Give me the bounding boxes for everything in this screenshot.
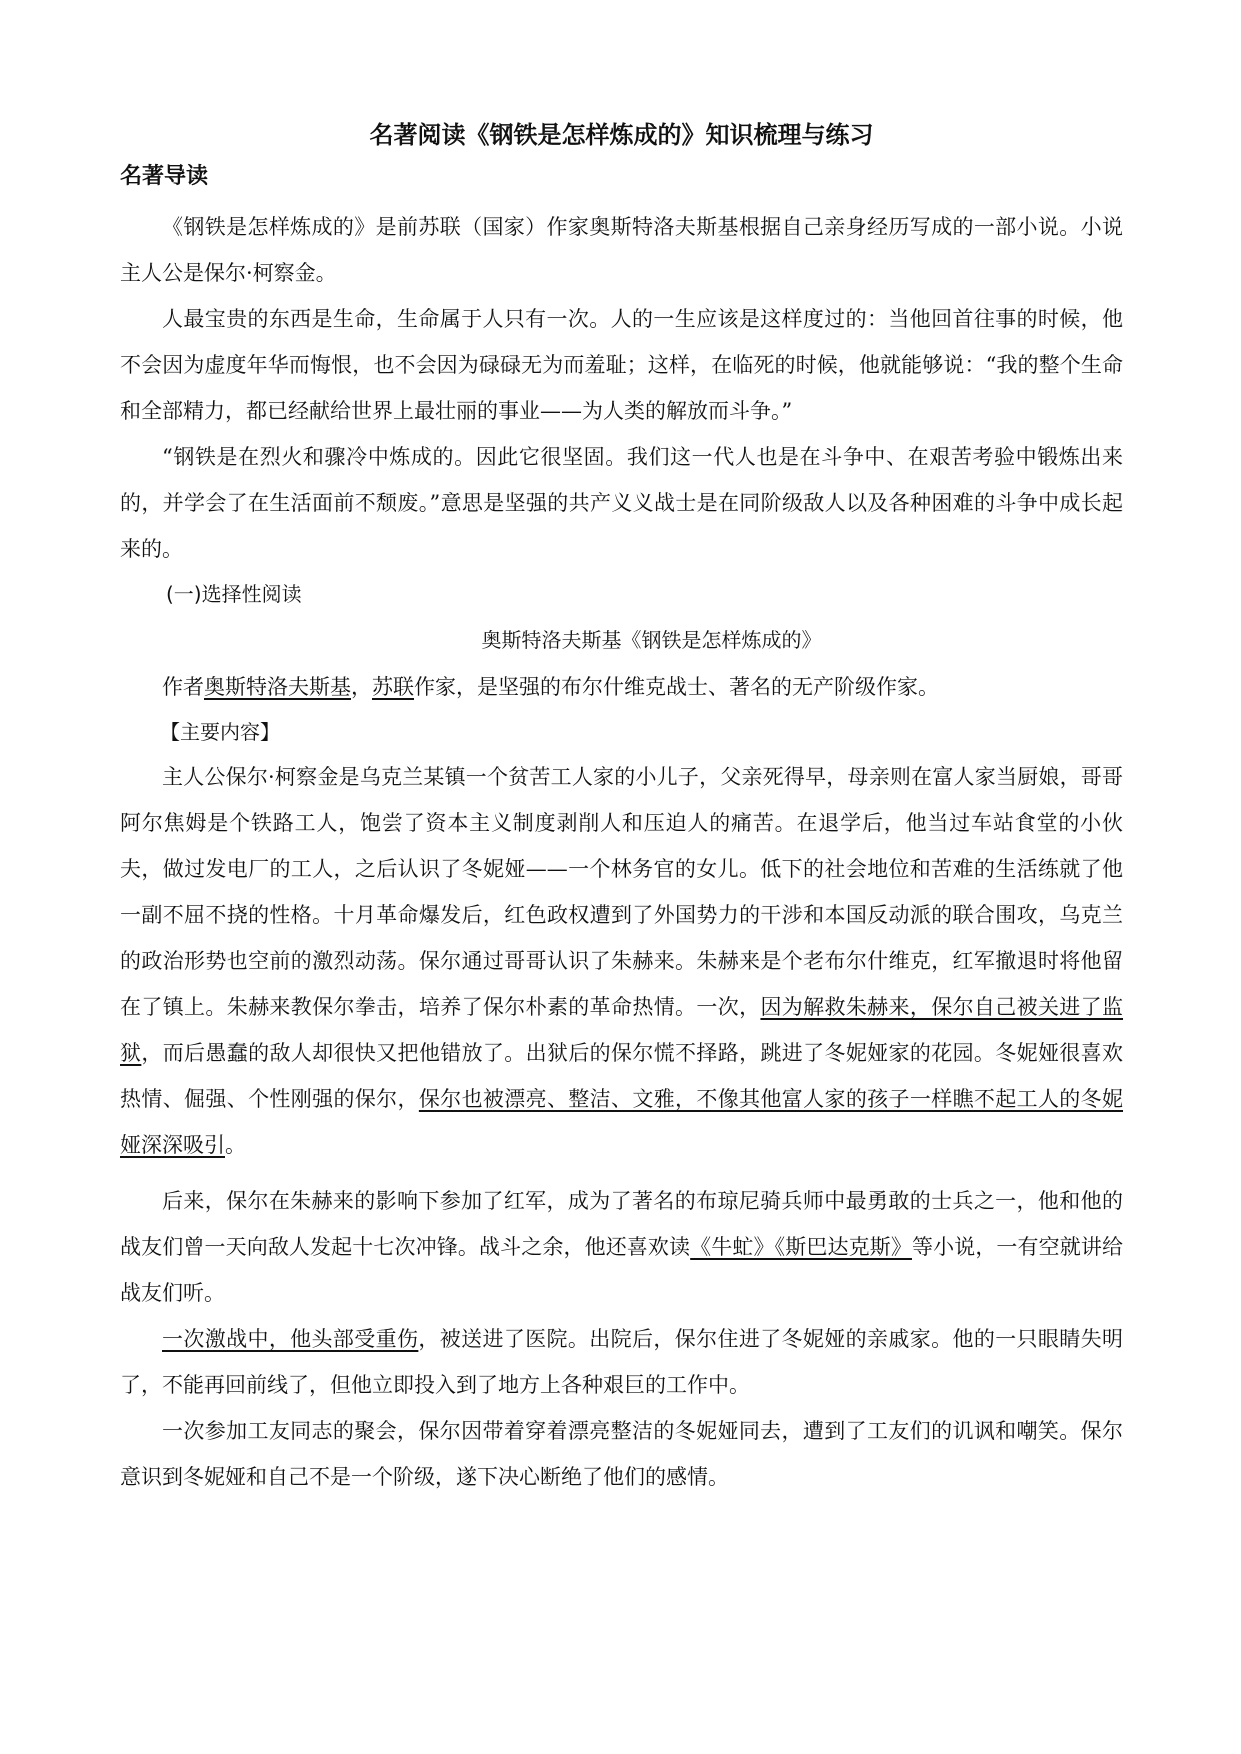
content-p1-text1: 主人公保尔·柯察金是乌克兰某镇一个贫苦工人家的小儿子，父亲死得早，母亲则在富人家当厨娘，哥哥阿尔焦姆是个铁路工人，饱尝了资本主义制度剥削人和压迫人的痛苦。在退学后，他当过车站食堂的小伙夫，做过发电厂的工人，之后认识了冬妮娅——一个林务官的女儿。低下的社会地位和苦难的生活练就了他一副不屈不挠的性格。十月革命爆发后，红色政权遭到了外国势力的干涉和本国反动派的联合围攻，乌克兰的政治形势也空前的激烈动荡。保尔通过哥哥认识了朱赫来。朱赫来是个老布尔什维克，红军撤退时将他留在了镇上。朱赫来教保尔拳击，培养了保尔朴素的革命热情。一次， [120,765,1123,1019]
selective-reading-label: (一)选择性阅读 [166,582,302,606]
content-p1-underline2: 保尔也被漂亮、整洁、文雅，不像其他富人家的孩子一样瞧不起工人的冬妮娅深深吸引 [120,1087,1124,1157]
author-line [120,664,1123,710]
content-p1-text3: 。 [225,1133,246,1157]
author-country: 苏联 [372,675,414,699]
content-p2-text1: 后来，保尔在朱赫来的影响下参加了红军，成为了著名的布琼尼骑兵师中最勇敢的士兵之一，他和他的战友们曾一天向敌人发起十七次冲锋。战斗之余，他还喜欢读 [120,1189,1123,1259]
content-p1-text2: ，而后愚蠢的敌人却很快又把他错放了。出狱后的保尔慌不择路，跳进了冬妮娅家的花园。冬妮娅很喜欢热情、倔强、个性刚强的保尔， [120,1041,1124,1111]
content-p2-text2: 等小说，一有空就讲给战友们听。 [120,1235,1124,1305]
content-paragraph-3 [120,1316,1123,1408]
content-p3-underline: 一次激战中，他头部受重伤 [162,1327,419,1351]
main-content-label: 【主要内容】 [160,720,280,744]
content-p3-text: ，被送进了医院。出院后，保尔住进了冬妮娅的亲戚家。他的一只眼睛失明了，不能再回前线了，但他立即投入到了地方上各种艰巨的工作中。 [120,1327,1124,1397]
intro-paragraph-3: “钢铁是在烈火和骤冷中炼成的。因此它很坚固。我们这一代人也是在斗争中、在艰苦考验中锻炼出来的，并学会了在生活面前不颓废。”意思是坚强的共产义义战士是在同阶级敌人以及各种困难的斗争中成长起来的。 [120,445,1123,561]
paragraph-gap [120,1168,1123,1178]
content-paragraph-4: 一次参加工友同志的聚会，保尔因带着穿着漂亮整洁的冬妮娅同去，遭到了工友们的讥讽和嘲笑。保尔意识到冬妮娅和自己不是一个阶级，遂下决心断绝了他们的感情。 [120,1419,1123,1489]
book-heading: 奥斯特洛夫斯基《钢铁是怎样炼成的》 [481,628,822,652]
author-prefix: 作者 [162,675,204,699]
intro-paragraph-1: 《钢铁是怎样炼成的》是前苏联（国家）作家奥斯特洛夫斯基根据自己亲身经历写成的一部小说。小说主人公是保尔·柯察金。 [120,215,1123,285]
content-paragraph-2 [120,1178,1123,1316]
content-paragraph-1 [120,754,1123,1168]
author-sep: ， [351,675,372,699]
intro-paragraph-2: 人最宝贵的东西是生命，生命属于人只有一次。人的一生应该是这样度过的：当他回首往事的时候，他不会因为虚度年华而悔恨，也不会因为碌碌无为而羞耻；这样，在临死的时候，他就能够说：“我的整个生命和全部精力，都已经献给世界上最壮丽的事业——为人类的解放而斗争。” [120,307,1123,423]
content-p1-underline1: 因为解救朱赫来，保尔自己被关进了监狱 [120,995,1124,1065]
content-p2-underline: 《牛虻》《斯巴达克斯》 [690,1235,912,1259]
document-title: 名著阅读《钢铁是怎样炼成的》知识梳理与练习 [369,121,874,149]
author-name: 奥斯特洛夫斯基 [204,675,351,699]
section-heading: 名著导读 [120,164,209,189]
author-suffix: 作家，是坚强的布尔什维克战士、著名的无产阶级作家。 [414,675,939,699]
